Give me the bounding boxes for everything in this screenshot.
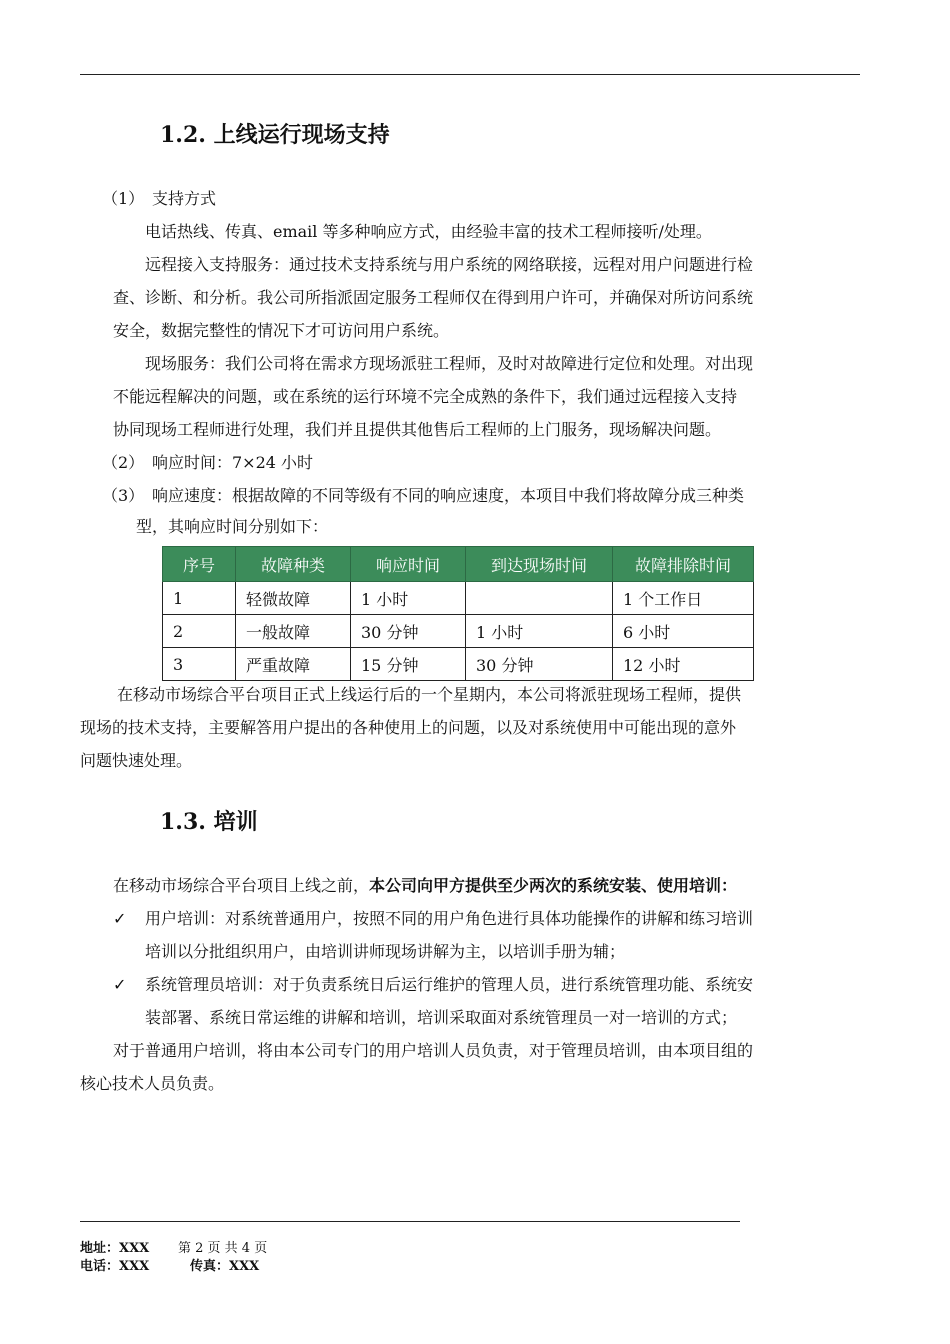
training-intro-text: 在移动市场综合平台项目上线之前， xyxy=(113,876,370,895)
table-cell: 轻微故障 xyxy=(236,582,351,615)
footer-page-info: 第 2 页 共 4 页 xyxy=(178,1241,268,1256)
bullet-admin-training-line-2: 装部署、系统日常运维的讲解和培训，培训采取面对系统管理员一对一培训的方式； xyxy=(145,1008,738,1027)
table-row xyxy=(163,615,754,648)
paragraph-remote-line-2: 查、诊断、和分析。我公司所指派固定服务工程师仅在得到用户许可，并确保对所访问系统 xyxy=(113,288,754,307)
table-cell: 3 xyxy=(163,648,236,681)
item2-marker: （2） xyxy=(102,453,145,472)
table-cell: 15 分钟 xyxy=(351,648,466,681)
table-cell: 30 分钟 xyxy=(466,648,613,681)
table-header-cell: 响应时间 xyxy=(351,547,466,582)
paragraph-onsite-line-2: 不能远程解决的问题，或在系统的运行环境不完全成熟的条件下，我们通过远程接入支持 xyxy=(113,387,738,406)
section-heading-1-2: 1.2. 上线运行现场支持 xyxy=(160,122,390,148)
table-cell: 12 小时 xyxy=(613,648,754,681)
table-cell: 2 xyxy=(163,615,236,648)
table-cell: 1 小时 xyxy=(466,615,613,648)
table-cell: 1 xyxy=(163,582,236,615)
paragraph-launch-support-line-3: 问题快速处理。 xyxy=(80,751,193,770)
footer-address: 地址：XXX xyxy=(80,1241,150,1256)
table-header-cell: 故障种类 xyxy=(236,547,351,582)
paragraph-contact-methods: 电话热线、传真、email 等多种响应方式，由经验丰富的技术工程师接听/处理。 xyxy=(145,222,712,241)
bullet-user-training-line-1: 用户培训：对系统普通用户，按照不同的用户角色进行具体功能操作的讲解和练习培训 xyxy=(145,909,754,928)
table-header-cell: 故障排除时间 xyxy=(613,547,754,582)
section-heading-1-3: 1.3. 培训 xyxy=(160,809,258,835)
table-header-cell: 到达现场时间 xyxy=(466,547,613,582)
item1-marker: （1） xyxy=(102,189,145,208)
training-intro-emphasis: 本公司向甲方提供至少两次的系统安装、使用培训： xyxy=(369,876,738,895)
table-row xyxy=(163,582,754,615)
paragraph-remote-line-3: 安全，数据完整性的情况下才可访问用户系统。 xyxy=(113,321,450,340)
table-header-row xyxy=(163,547,754,582)
item3-marker: （3） xyxy=(102,486,145,505)
item2-text: 响应时间：7×24 小时 xyxy=(152,453,314,472)
table-cell: 1 个工作日 xyxy=(613,582,754,615)
table-cell: 严重故障 xyxy=(236,648,351,681)
training-intro xyxy=(113,876,737,896)
table-row xyxy=(163,648,754,681)
paragraph-training-closing-line-1: 对于普通用户培训，将由本公司专门的用户培训人员负责，对于管理员培训，由本项目组的 xyxy=(113,1041,754,1060)
table-cell: 1 小时 xyxy=(351,582,466,615)
paragraph-onsite-line-3: 协同现场工程师进行处理，我们并且提供其他售后工程师的上门服务，现场解决问题。 xyxy=(113,420,722,439)
table-cell xyxy=(466,582,613,615)
table-cell: 6 小时 xyxy=(613,615,754,648)
item3-line-2: 型，其响应时间分别如下： xyxy=(136,517,329,536)
checkmark-icon: ✓ xyxy=(113,909,127,928)
paragraph-launch-support-line-2: 现场的技术支持，主要解答用户提出的各种使用上的问题，以及对系统使用中可能出现的意外 xyxy=(80,718,737,737)
bullet-user-training-line-2: 培训以分批组织用户，由培训讲师现场讲解为主，以培训手册为辅； xyxy=(145,942,626,961)
table-cell: 30 分钟 xyxy=(351,615,466,648)
footer-fax: 传真：XXX xyxy=(190,1259,260,1274)
header-rule xyxy=(80,74,860,75)
item1-title: 支持方式 xyxy=(152,189,217,208)
paragraph-training-closing-line-2: 核心技术人员负责。 xyxy=(80,1074,225,1093)
paragraph-remote-line-1: 远程接入支持服务：通过技术支持系统与用户系统的网络联接，远程对用户问题进行检 xyxy=(145,255,754,274)
table-cell: 一般故障 xyxy=(236,615,351,648)
table-header-cell: 序号 xyxy=(163,547,236,582)
item3-line-1: 响应速度：根据故障的不同等级有不同的响应速度，本项目中我们将故障分成三种类 xyxy=(152,486,745,505)
footer-rule xyxy=(80,1221,740,1222)
checkmark-icon: ✓ xyxy=(113,975,127,994)
paragraph-onsite-line-1: 现场服务：我们公司将在需求方现场派驻工程师，及时对故障进行定位和处理。对出现 xyxy=(145,354,754,373)
footer-phone: 电话：XXX xyxy=(80,1259,150,1274)
bullet-admin-training-line-1: 系统管理员培训：对于负责系统日后运行维护的管理人员，进行系统管理功能、系统安 xyxy=(145,975,754,994)
response-time-table xyxy=(162,546,754,681)
paragraph-launch-support-line-1: 在移动市场综合平台项目正式上线运行后的一个星期内，本公司将派驻现场工程师，提供 xyxy=(117,685,742,704)
